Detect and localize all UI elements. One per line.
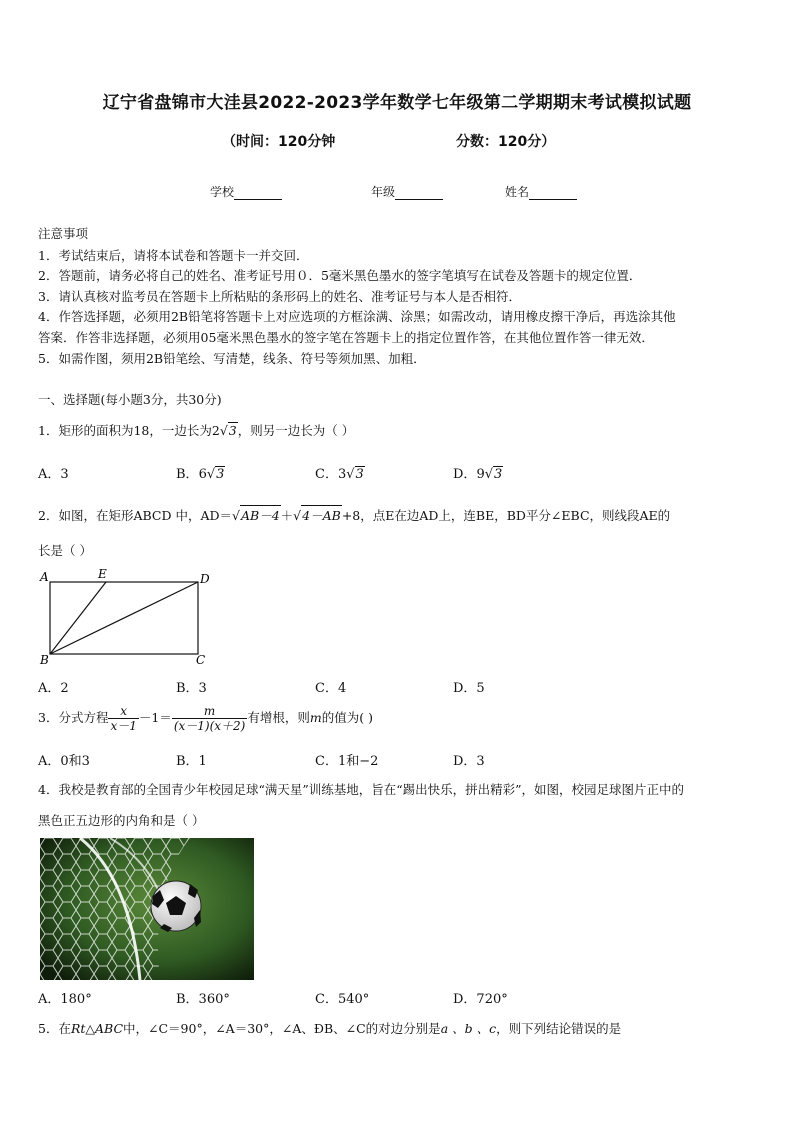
notice-item: 1．考试结束后，请将本试卷和答题卡一并交回． — [38, 248, 309, 263]
q3-option-d[interactable]: D．3 — [453, 754, 485, 769]
q1-option-a[interactable]: A．3 — [38, 467, 69, 482]
label-c: C — [196, 653, 206, 667]
notice-item: 2．答题前，请务必将自己的姓名、准考证号用０．5毫米黑色墨水的签字笔填写在试卷及答题卡的规定位置． — [38, 268, 642, 283]
q2-option-b[interactable]: B．3 — [176, 681, 207, 696]
q3-option-b[interactable]: B．1 — [176, 754, 207, 769]
notice-item: 4．作答选择题，必须用2B铅笔将答题卡上对应选项的方框涂满、涂黑；如需改动，请用橡皮擦干净后，再选涂其他 — [38, 309, 676, 324]
question-4: 4．我校是教育部的全国青少年校园足球“满天星”训练基地，旨在“踢出快乐，拼出精彩”，如图，校园足球图片正中的 — [38, 782, 685, 797]
q2-option-a[interactable]: A．2 — [38, 681, 69, 696]
question-4-line2: 黑色正五边形的内角和是（ ） — [38, 813, 205, 828]
q1-option-b[interactable]: B．6√3 — [176, 467, 225, 482]
q2-option-c[interactable]: C．4 — [315, 681, 347, 696]
name-blank[interactable] — [529, 187, 577, 200]
question-2: 2．如图，在矩形ABCD 中，AD＝√AB－4＋√4－AB+8，点E在边AD上，连BE，BD平分∠EBC，则线段AE的 — [38, 505, 670, 524]
notice-item: 3．请认真核对监考员在答题卡上所粘贴的条形码上的姓名、准考证号与本人是否相符． — [38, 289, 521, 304]
q4-option-c[interactable]: C．540° — [315, 992, 370, 1007]
q2-option-d[interactable]: D．5 — [453, 681, 485, 696]
q4-option-d[interactable]: D．720° — [453, 992, 508, 1007]
school-field[interactable]: 学校 — [210, 183, 282, 200]
exam-score: 分数：120分） — [456, 134, 556, 150]
label-d: D — [200, 572, 210, 586]
notice-item: 5．如需作图，须用2B铅笔绘、写清楚，线条、符号等须加黑、加粗． — [38, 351, 426, 366]
q1-option-d[interactable]: D．9√3 — [453, 467, 503, 482]
question-5: 5．在Rt△ABC中，∠C＝90°，∠A＝30°，∠A、ÐB、∠C的对边分别是a 、b 、c，则下列结论错误的是 — [38, 1021, 622, 1036]
name-field[interactable]: 姓名 — [505, 183, 577, 200]
grade-field[interactable]: 年级 — [371, 183, 443, 200]
notice-heading: 注意事项 — [38, 226, 89, 241]
label-b: B — [40, 653, 49, 667]
exam-time: （时间：120分钟 — [222, 134, 336, 150]
notice-item: 答案．作答非选择题，必须用05毫米黑色墨水的签字笔在答题卡上的指定位置作答，在其他位置作答一律无效． — [38, 330, 654, 345]
label-e: E — [98, 568, 107, 581]
soccer-ball-photo — [40, 838, 254, 980]
rectangle-abcd-diagram — [36, 568, 216, 668]
grade-blank[interactable] — [395, 187, 443, 200]
label-a: A — [40, 570, 49, 584]
q3-option-a[interactable]: A．0和3 — [38, 754, 90, 769]
section-heading: 一、选择题(每小题3分，共30分) — [38, 392, 222, 407]
school-blank[interactable] — [234, 187, 282, 200]
segment-bd — [50, 582, 198, 654]
question-3: 3．分式方程 $\frac{x}{x-1}$ －1＝ $\frac{m}{(x-1)(x+2)}$ 有增根，则m的值为( ) — [38, 704, 373, 733]
question-2-line2: 长是（ ） — [38, 543, 92, 558]
page-title: 辽宁省盘锦市大洼县2022-2023学年数学七年级第二学期期末考试模拟试题 — [102, 93, 692, 113]
q4-option-a[interactable]: A．180° — [38, 992, 92, 1007]
q1-option-c[interactable]: C．3√3 — [315, 467, 364, 482]
segment-be — [50, 582, 106, 654]
q4-option-b[interactable]: B．360° — [176, 992, 230, 1007]
question-1: 1．矩形的面积为18，一边长为2√3，则另一边长为（ ） — [38, 423, 355, 438]
q3-option-c[interactable]: C．1和−2 — [315, 754, 379, 769]
